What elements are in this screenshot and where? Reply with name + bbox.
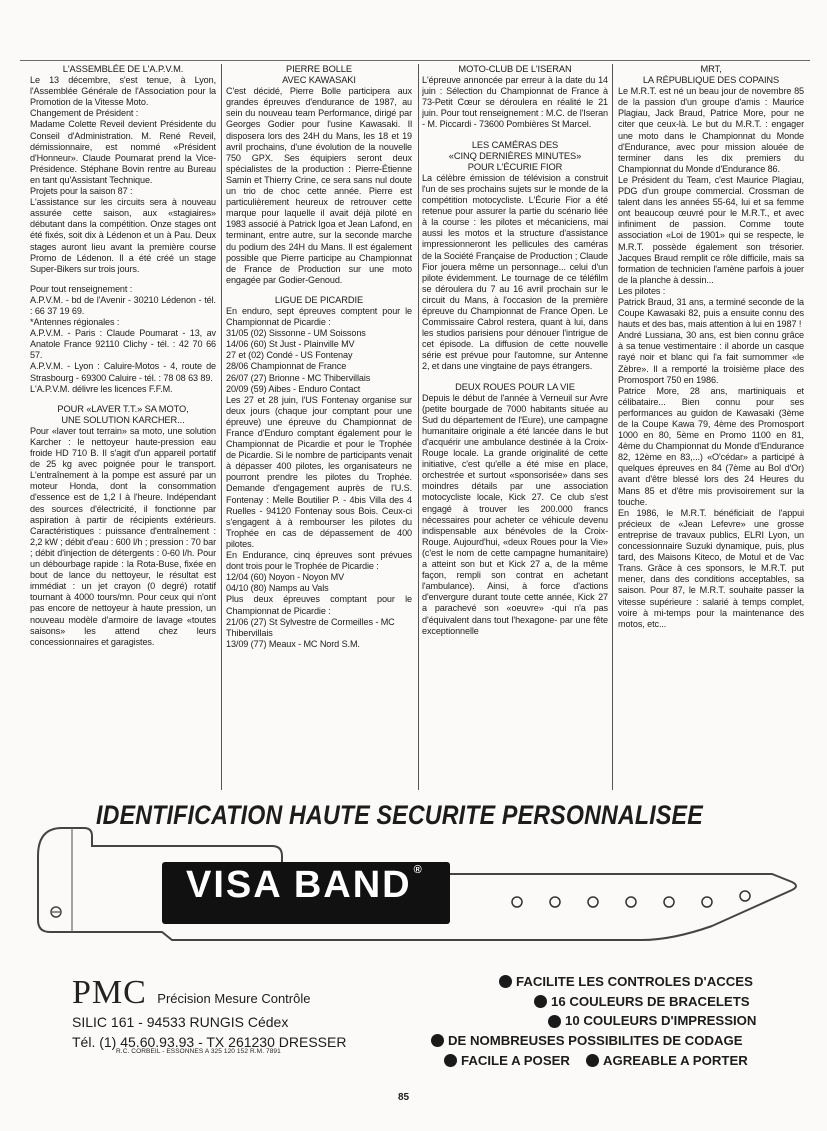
- article-paragraph: Les 27 et 28 juin, l'US Fontenay organise sur deux jours (chaque jour comptant pour une épreuve) une épreuve du Championnat de France d'Enduro comptant également pour le Championnat de Picardie et pour le Trophée de Picardie. Si le nombre de participants venait à dépasser 400 pilotes, les organisateurs ne pourront prendre les pilotes du Trophée. Demande d'engagement auprès de l'U.S. Fontenay : Melle Boutilier P. - 4bis Villa des 4 Ruelles - 94120 Fontenay sous Bois. Ceux-ci s'engagent à à rembourser les pilotes du Trophée en cas de dépassement de 400 pilotes.: [226, 394, 412, 549]
- article-title: LA RÉPUBLIQUE DES COPAINS: [642, 75, 780, 86]
- article-paragraph: Pour tout renseignement :: [30, 283, 133, 294]
- feature-item: 16 COULEURS DE BRACELETS: [431, 992, 801, 1012]
- article-paragraph: Depuis le début de l'année à Verneuil sur Avre (petite bourgade de 7000 habitants située au Sud du département de l'Eure), une campagne humanitaire originale a été lancée dans le but d'acquérir une ambulance destinée à la Croix-Rouge locale. La grande originalité de cette initiative, c'est qu'elle a été mise en place, orchestrée et surtout «sponsorisée» dans ses moindres détails par une association motocycliste locale, Kick 27. Ce club s'est engagé à trouver les 200.000 francs nécessaires pour acheter ce véhicule devenu indispensable aux bénévoles de la Croix-Rouge. Aujourd'hui, «deux Roues pour la Vie» (c'est le nom de cette campagne humanitaire) a atteint son but et Kick 27 a, de la même façon, rempli son contrat en achetant l'ambulance). Ainsi, à force d'actions d'envergure durant toute cette année, Kick 27 a parachevé son «oeuvre» -qui n'a pas d'équivalent dans tout l'hexagone- par une fête exceptionnelle: [422, 392, 608, 636]
- company-phone: Tél. (1) 45.60.93.93 - TX 261230 DRESSER: [72, 1034, 347, 1050]
- article-paragraph: André Lussiana, 30 ans, est bien connu grâce à sa tenue vestimentaire : il aborde un casque rayé noir et blanc qui l'a fait surnommer «le Zèbre». Il a remporté la troisième place des Promosport 750 en 1986.: [618, 330, 804, 385]
- article-title: AVEC KAWASAKI: [282, 75, 356, 86]
- article-paragraph: En enduro, sept épreuves comptent pour le Championnat de Picardie :: [226, 305, 412, 328]
- company-tagline: Précision Mesure Contrôle: [157, 991, 311, 1006]
- list-item: 28/06 Championnat de France: [226, 361, 347, 372]
- list-item: 13/09 (77) Meaux - MC Nord S.M.: [226, 638, 360, 649]
- article-paragraph: Projets pour la saison 87 :: [30, 186, 133, 197]
- article-paragraph: *Antennes régionales :: [30, 317, 120, 328]
- article-paragraph: Pour «laver tout terrain» sa moto, une solution Karcher : le nettoyeur haute-pression eau froide HD 710 B. Il s'agit d'un appareil portatif de 25 kg avec poignée pour le transport. L'entraînement à la pompe est assuré par un moteur Honda, dont la consommation d'essence est de 1,2 l à l'heure. Indépendant des sources d'électricité, il fonctionne par aspiration à partir de récipients extérieurs. Caractéristiques : puissance d'entraînement : 2,2 kW ; débit d'eau : 600 l/h ; pression : 70 bar ; débit d'injection de détergents : 0-60 l/h. Pour un débourbage rapide : la Rota-Buse, fixée en bout de lance du nettoyeur, le résultat est immédiat : un jet crayon (0 degré) rotatif tournant à 4000 tours/mn. Pour ceux qui n'ont pas encore de nettoyeur à haute pression, un nouveau modèle d'armoire de lavage «toutes saisons» les attend chez leurs concessionnaires et garagistes.: [30, 425, 216, 647]
- article-paragraph: A.P.V.M. - Paris : Claude Poumarat - 13, av Anatole France 92110 Clichy - tél. : 42 70 66 57.: [30, 328, 216, 361]
- list-item: 26/07 (27) Brionne - MC Thibervillais: [226, 372, 371, 383]
- bullet-icon: [534, 995, 547, 1008]
- ad-headline: IDENTIFICATION HAUTE SECURITE PERSONNALISEE: [96, 800, 703, 830]
- bullet-icon: [548, 1015, 561, 1028]
- article-paragraph: La célèbre émission de télévision a construit l'un de ses prochains sujets sur le monde de la compétition motocycliste. L'Écurie Fior a été retenue pour assurer la partie du scénario liée à la course : les pilotes et mécaniciens, mai aussi les motos et la structure d'assistance impressionneront les pellicules des caméras de la Société Française de Production ; Claude Fior jouera même un personnage... celui d'un pilote évidemment. Le tournage de ce téléfilm se déroulera du 7 au 16 avril prochain sur le circuit du Mans, à l'occasion de la première épreuve du Championnat de France Open. Le Commissaire Cabrol restera, quant à lui, dans les studios parisiens pour dénouer l'intrigue de cet épisode. La diffusion de cette nouvelle série est prévue pour l'automne, sur Antenne 2, et dans une vingtaine de pays étrangers.: [422, 172, 608, 372]
- company-block: [72, 974, 492, 1052]
- article-title: MRT,: [700, 64, 722, 74]
- article-paragraph: L'assistance sur les circuits sera à nouveau assurée cette saison, aux «stagiaires» débutant dans la compétition. Onze stages ont été fixés, soit dix à Lédenon et un à Pau. Deux stages auront lieu avant la première course Promo de Lédenon. Il a été créé un stage Super-Bikers sur trois jours.: [30, 197, 216, 274]
- column-2: [226, 64, 412, 794]
- company-address: SILIC 161 - 94533 RUNGIS Cédex: [72, 1014, 289, 1030]
- list-item: 20/09 (59) Aibes - Enduro Contact: [226, 383, 361, 394]
- pmc-logo: PMC: [72, 974, 147, 1011]
- top-rule: [20, 60, 810, 61]
- column-3: [422, 64, 608, 794]
- article-title: «CINQ DERNIÈRES MINUTES»: [448, 150, 582, 161]
- article-paragraph: C'est décidé, Pierre Bolle participera aux grandes épreuves d'endurance de 1987, au sein du nouveau team Performance, dirigé par Georges Godier pour l'usine Kawasaki. Il disposera lors des 24H du Mans, les 18 et 19 avril prochains, d'une évolution de la nouvelle 750 GPX. Ses équipiers seront deux spécialistes de la production : Pierre-Étienne Samin et Thierry Crine, ce sera sans nul doute un trio de choc cette année. Pierre est particulièrement heureux de retrouver cette marque pour laquelle il avait déjà piloté en 1983 associé à Patrick Igoa et Jean Lafond, en terminant, entre autre, sur la seconde marche du podium des 24H du Mans. Il est également possible que Pierre participe au Championnat de France de Production sur une moto engagée par Godier-Genoud.: [226, 86, 412, 285]
- bullet-icon: [586, 1054, 599, 1067]
- article-paragraph: A.P.V.M. - bd de l'Avenir - 30210 Lédenon - tél. : 66 37 19 69.: [30, 294, 216, 316]
- article-title: PIERRE BOLLE: [286, 64, 352, 74]
- brand-logo: VISA BAND ®: [186, 864, 424, 906]
- company-registry: R.C. CORBEIL - ESSONNES A 325 120 152 R.M. 7891: [116, 1048, 281, 1055]
- bullet-icon: [444, 1054, 457, 1067]
- feature-item: FACILE A POSER AGREABLE A PORTER: [431, 1051, 801, 1071]
- list-item: 14/06 (60) St Just - Plainville MV: [226, 339, 355, 350]
- article-paragraph: L'A.P.V.M. délivre les licences F.F.M.: [30, 383, 173, 394]
- list-item: 27 et (02) Condé - US Fontenay: [226, 350, 353, 361]
- bullet-icon: [499, 975, 512, 988]
- article-paragraph: Les pilotes :: [618, 285, 666, 296]
- article-paragraph: Changement de Président :: [30, 108, 139, 119]
- article-title: LES CAMÉRAS DES: [471, 139, 559, 150]
- article-title: DEUX ROUES POUR LA VIE: [455, 381, 575, 392]
- article-paragraph: A.P.V.M. - Lyon : Caluire-Motos - 4, route de Strasbourg - 69300 Caluire - tél. : 78 08 63 89.: [30, 361, 216, 383]
- article-paragraph: En 1986, le M.R.T. bénéficiait de l'appui précieux de «Jean Lefevre» une grosse entreprise de travaux publics, ELRI Lyon, un concessionnaire Suzuki dynamique, puis, plus tard, des Maisons Kiteco, de Motul et de Vac Trans. Grâce à ces sponsors, le M.R.T. put mener, dans des conditions acceptables, sa saison. Pour 87, le M.R.T. souhaite passer la vitesse supérieure : salarié à temps complet, voire à mi-temps pour la maintenance des motos, etc...: [618, 507, 804, 629]
- list-item: 21/06 (27) St Sylvestre de Cormeilles - MC Thibervillais: [226, 616, 395, 638]
- article-title: POUR «LAVER T.T.» SA MOTO,: [57, 403, 189, 414]
- feature-item: DE NOMBREUSES POSSIBILITES DE CODAGE: [431, 1031, 801, 1051]
- article-title: L'ASSEMBLÉE DE L'A.P.V.M.: [62, 64, 184, 74]
- page-number: 85: [398, 1092, 410, 1103]
- article-paragraph: L'épreuve annoncée par erreur à la date du 14 juin : Sélection du Championnat de France à 73-Petit Cœur se déroulera en réalité le 21 juin. Pour tout renseignement : M.C. de l'Iseran - M. Piccardi - 73600 Pombières St Marcel.: [422, 75, 608, 130]
- article-paragraph: Le M.R.T. est né un beau jour de novembre 85 de la passion d'un groupe d'amis : Maurice Plagiau, Jack Braud, Patrice More, pour ne citer que ceux-là. Le but du M.R.T. : engager une moto dans le Championnat du Monde d'Endurance, avec pour mission alouée de terminer dans les dix premiers du Championnat du Monde d'Endurance 86.: [618, 86, 804, 174]
- feature-list: [431, 972, 801, 1071]
- article-title: LIGUE DE PICARDIE: [274, 294, 364, 305]
- column-1: [30, 64, 216, 794]
- article-columns: [30, 64, 804, 794]
- list-item: 12/04 (60) Noyon - Noyon MV: [226, 572, 345, 583]
- article-title: UNE SOLUTION KARCHER...: [61, 414, 185, 425]
- article-title: POUR L'ÉCURIE FIOR: [467, 161, 563, 172]
- article-paragraph: Patrick Braud, 31 ans, a terminé seconde de la Coupe Kawasaki 82, puis a ensuite connu des hauts et des bas, mais attention à lui en 1987 !: [618, 296, 804, 330]
- article-paragraph: Plus deux épreuves comptant pour le Championnat de Picardie :: [226, 594, 412, 616]
- article-paragraph: Le Président du Team, c'est Maurice Plagiau, PDG d'un groupe commercial. Crossman de talent dans les années 55-64, lui et sa femme ont beaucoup œuvré pour le M.R.T., et avec infiniment de passion. Comme toute association «Loi de 1901» qui se respecte, le M.R.T. possède également son trésorier. Jacques Braud remplit ce rôle difficile, mais sa formation de technicien l'amène parfois à jouer de la planche à dessin...: [618, 174, 804, 285]
- visa-band-advertisement: [26, 800, 800, 1078]
- article-paragraph: Le 13 décembre, s'est tenue, à Lyon, l'Assemblée Générale de l'Association pour la Promotion de la Vitesse Moto.: [30, 75, 216, 108]
- column-4: [618, 64, 804, 794]
- feature-item: 10 COULEURS D'IMPRESSION: [431, 1011, 801, 1031]
- article-paragraph: Madame Colette Reveil devient Présidente du Conseil d'Administration. M. René Reveil, démissionnaire, est nommé «Président d'Honneur». Claude Poumarat prend la Vice-Présidence. Stéphane Bovin rentre au Bureau en tant qu'Assistant Technique.: [30, 119, 216, 185]
- list-item: 31/05 (02) Sissonne - UM Soissons: [226, 328, 366, 339]
- feature-item: FACILITE LES CONTROLES D'ACCES: [431, 972, 801, 992]
- article-paragraph: Patrice More, 28 ans, martiniquais et célibataire... Bien connu pour ses performances au guidon de Kawasaki (3ème de la Coupe Kawa 79, 4ème des Promosport 1000 en 80, 5ème en Promo 1100 en 81, 4ème du Championnat du Monde d'Endurance 82, 12ème en 83,...) «O'cédar» a participé à quelques épreuves en 84 (7ème au Bol d'Or) avant d'être blessé lors des 24 Heures du Mans 85 et d'être mis provisoirement sur la touche.: [618, 385, 804, 507]
- article-title: MOTO-CLUB DE L'ISERAN: [458, 64, 572, 74]
- article-paragraph: En Endurance, cinq épreuves sont prévues dont trois pour le Trophée de Picardie :: [226, 550, 412, 572]
- bullet-icon: [431, 1034, 444, 1047]
- list-item: 04/10 (80) Namps au Vals: [226, 583, 329, 594]
